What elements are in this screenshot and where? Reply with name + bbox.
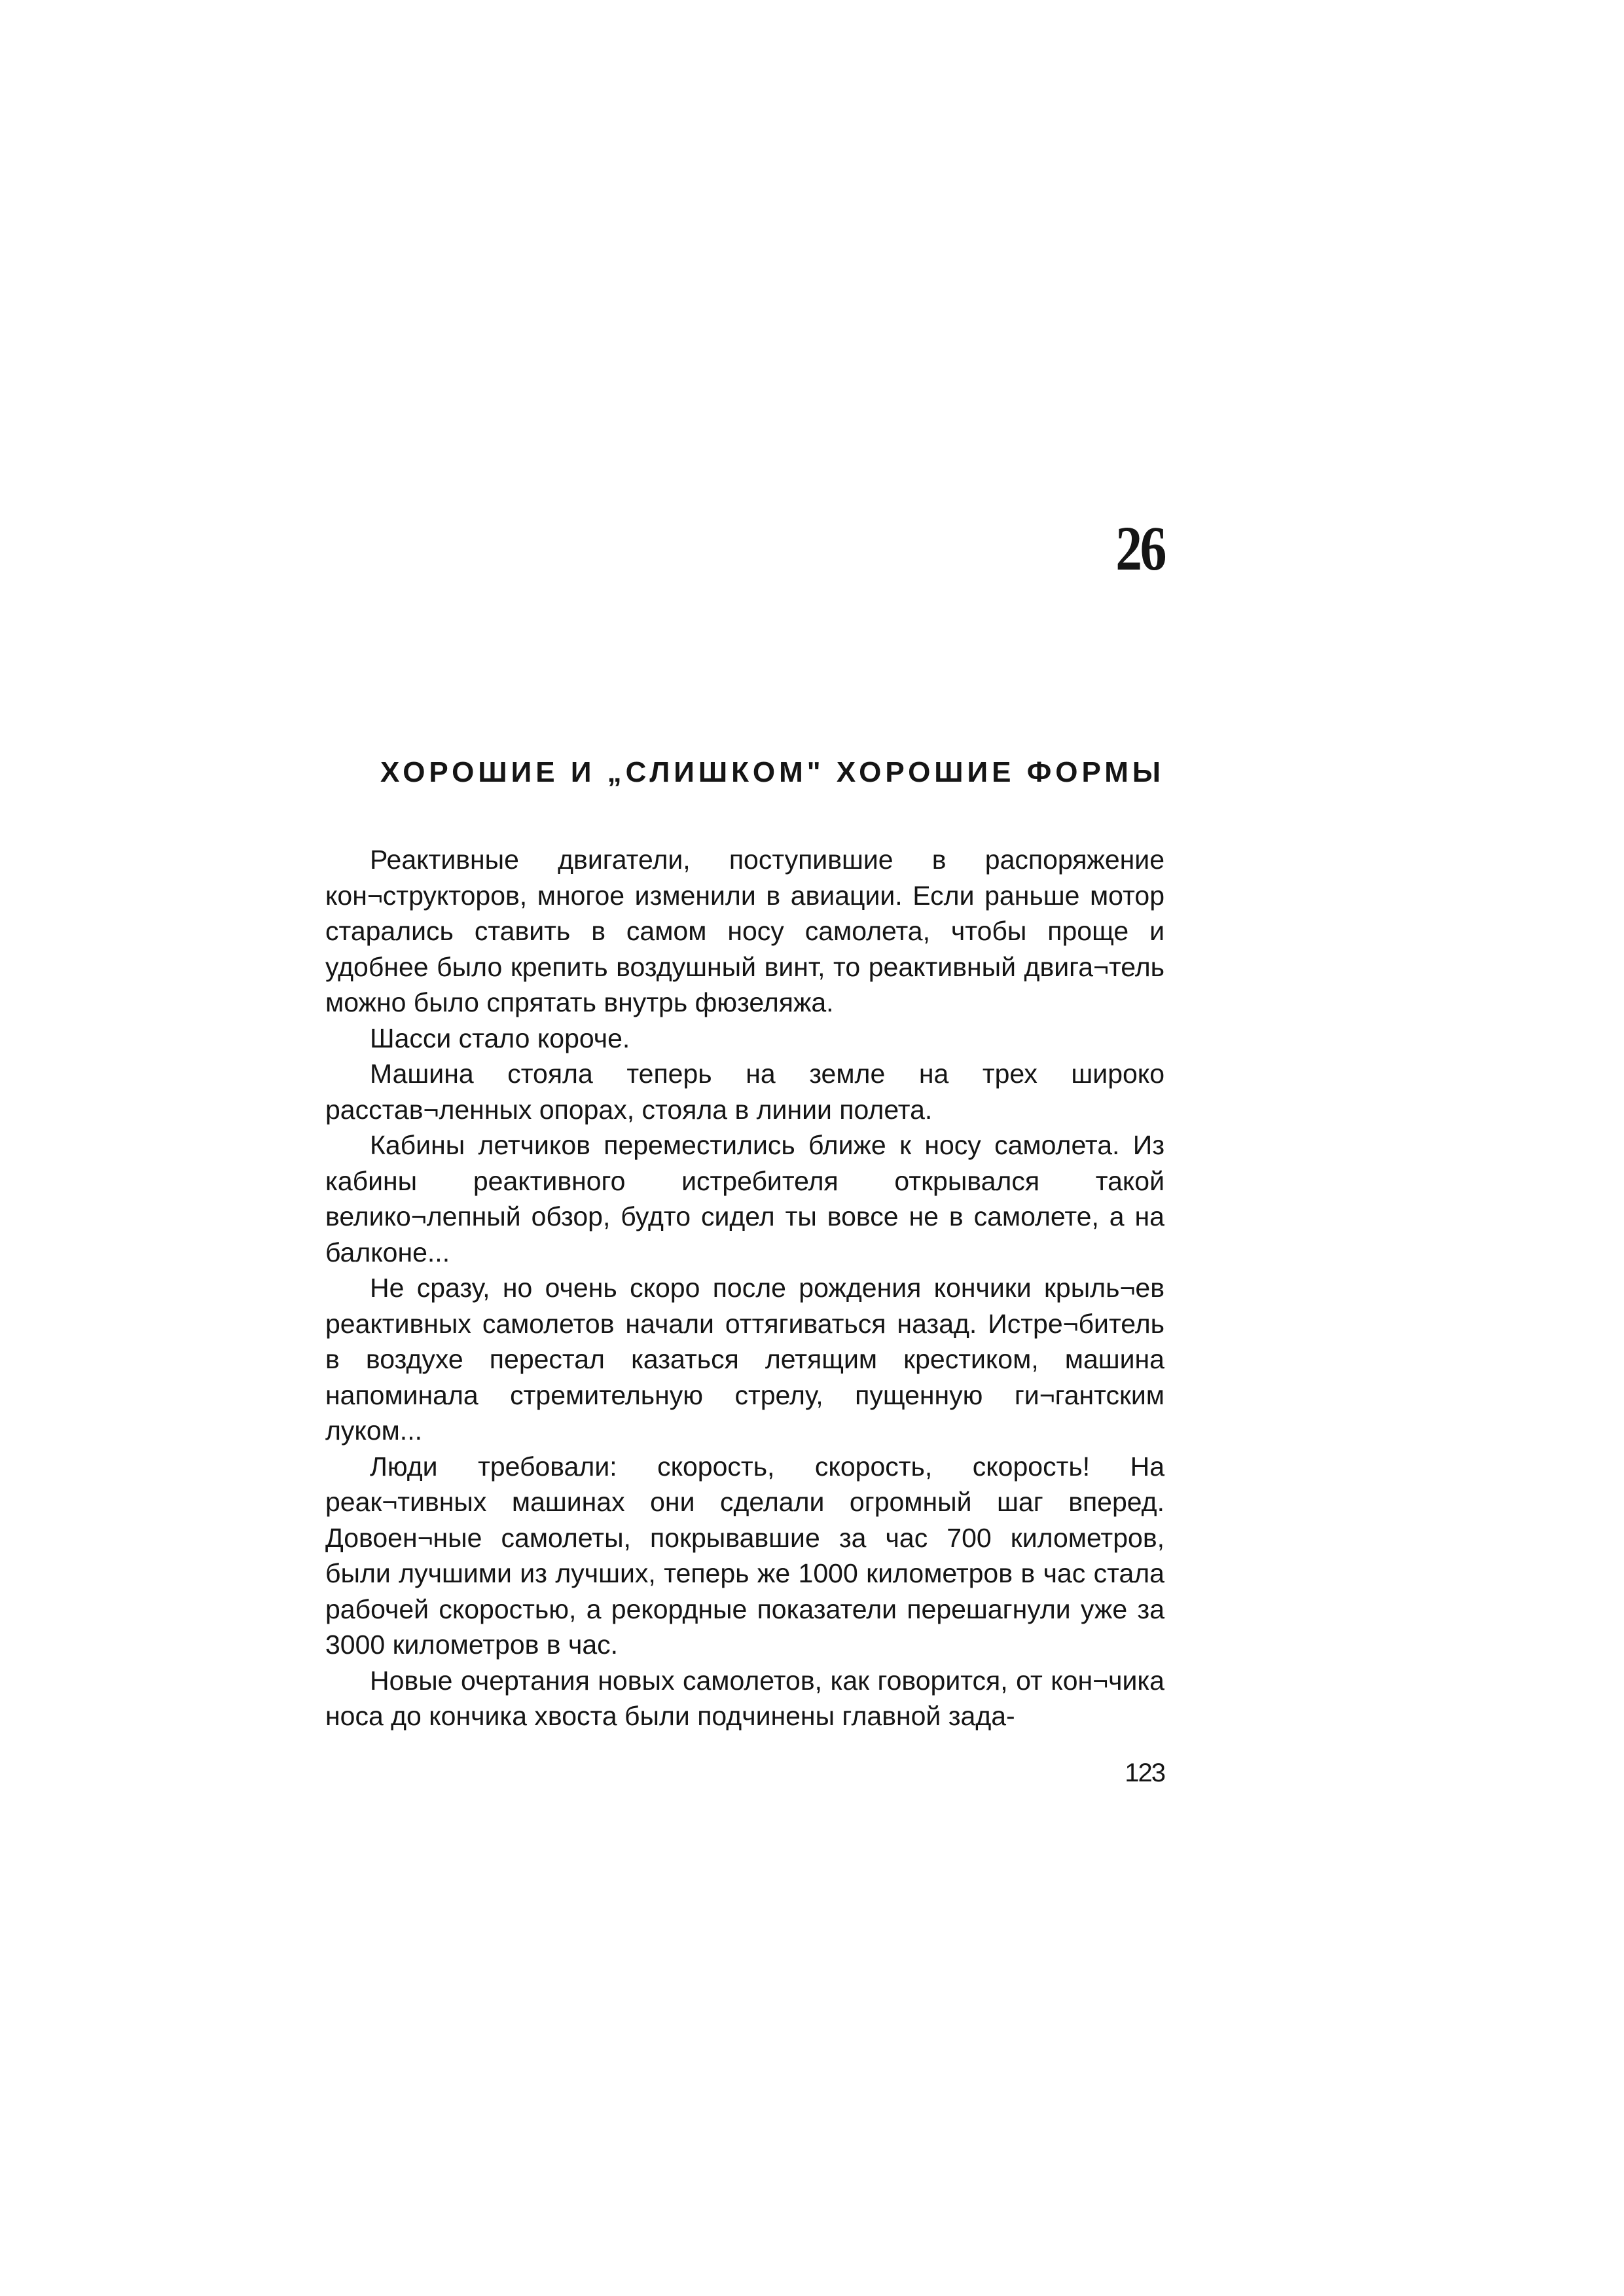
- paragraph: Реактивные двигатели, поступившие в распоряжение кон¬структоров, многое изменили в авиации. Если раньше мотор старались ставить в самом носу самолета, чтобы проще и удобнее было крепить воздушный винт, то реактивный двига¬тель можно было спрятать внутрь фюзеляжа.: [325, 845, 1164, 1017]
- paragraph: Не сразу, но очень скоро после рождения кончики крыль¬ев реактивных самолетов начали оттягиваться назад. Истре¬битель в воздухе перестал казаться летящим крестиком, машина напоминала стремительную стрелу, пущенную ги¬гантским луком...: [325, 1273, 1164, 1446]
- chapter-body: [325, 842, 1164, 1734]
- page-number: 123: [1125, 1758, 1164, 1787]
- paragraph: Машина стояла теперь на земле на трех широко расстав¬ленных опорах, стояла в линии полета.: [325, 1059, 1164, 1125]
- paragraph: Новые очертания новых самолетов, как говорится, от кон¬чика носа до кончика хвоста были подчинены главной зада-: [325, 1665, 1164, 1731]
- chapter-title: ХОРОШИЕ И „СЛИШКОМ" ХОРОШИЕ ФОРМЫ: [380, 756, 1164, 788]
- paragraph: Кабины летчиков переместились ближе к носу самолета. Из кабины реактивного истребителя открывался такой велико¬лепный обзор, будто сидел ты вовсе не в самолете, а на балконе...: [325, 1130, 1164, 1267]
- paragraph: Люди требовали: скорость, скорость, скорость! На реак¬тивных машинах они сделали огромный шаг вперед. Довоен¬ные самолеты, покрывавшие за час 700 километров, были лучшими из лучших, теперь же 1000 километров в час стала рабочей скоростью, а рекордные показатели перешагнули уже за 3000 километров в час.: [325, 1451, 1164, 1660]
- paragraph: Шасси стало короче.: [370, 1023, 630, 1053]
- chapter-number: 26: [1115, 513, 1164, 583]
